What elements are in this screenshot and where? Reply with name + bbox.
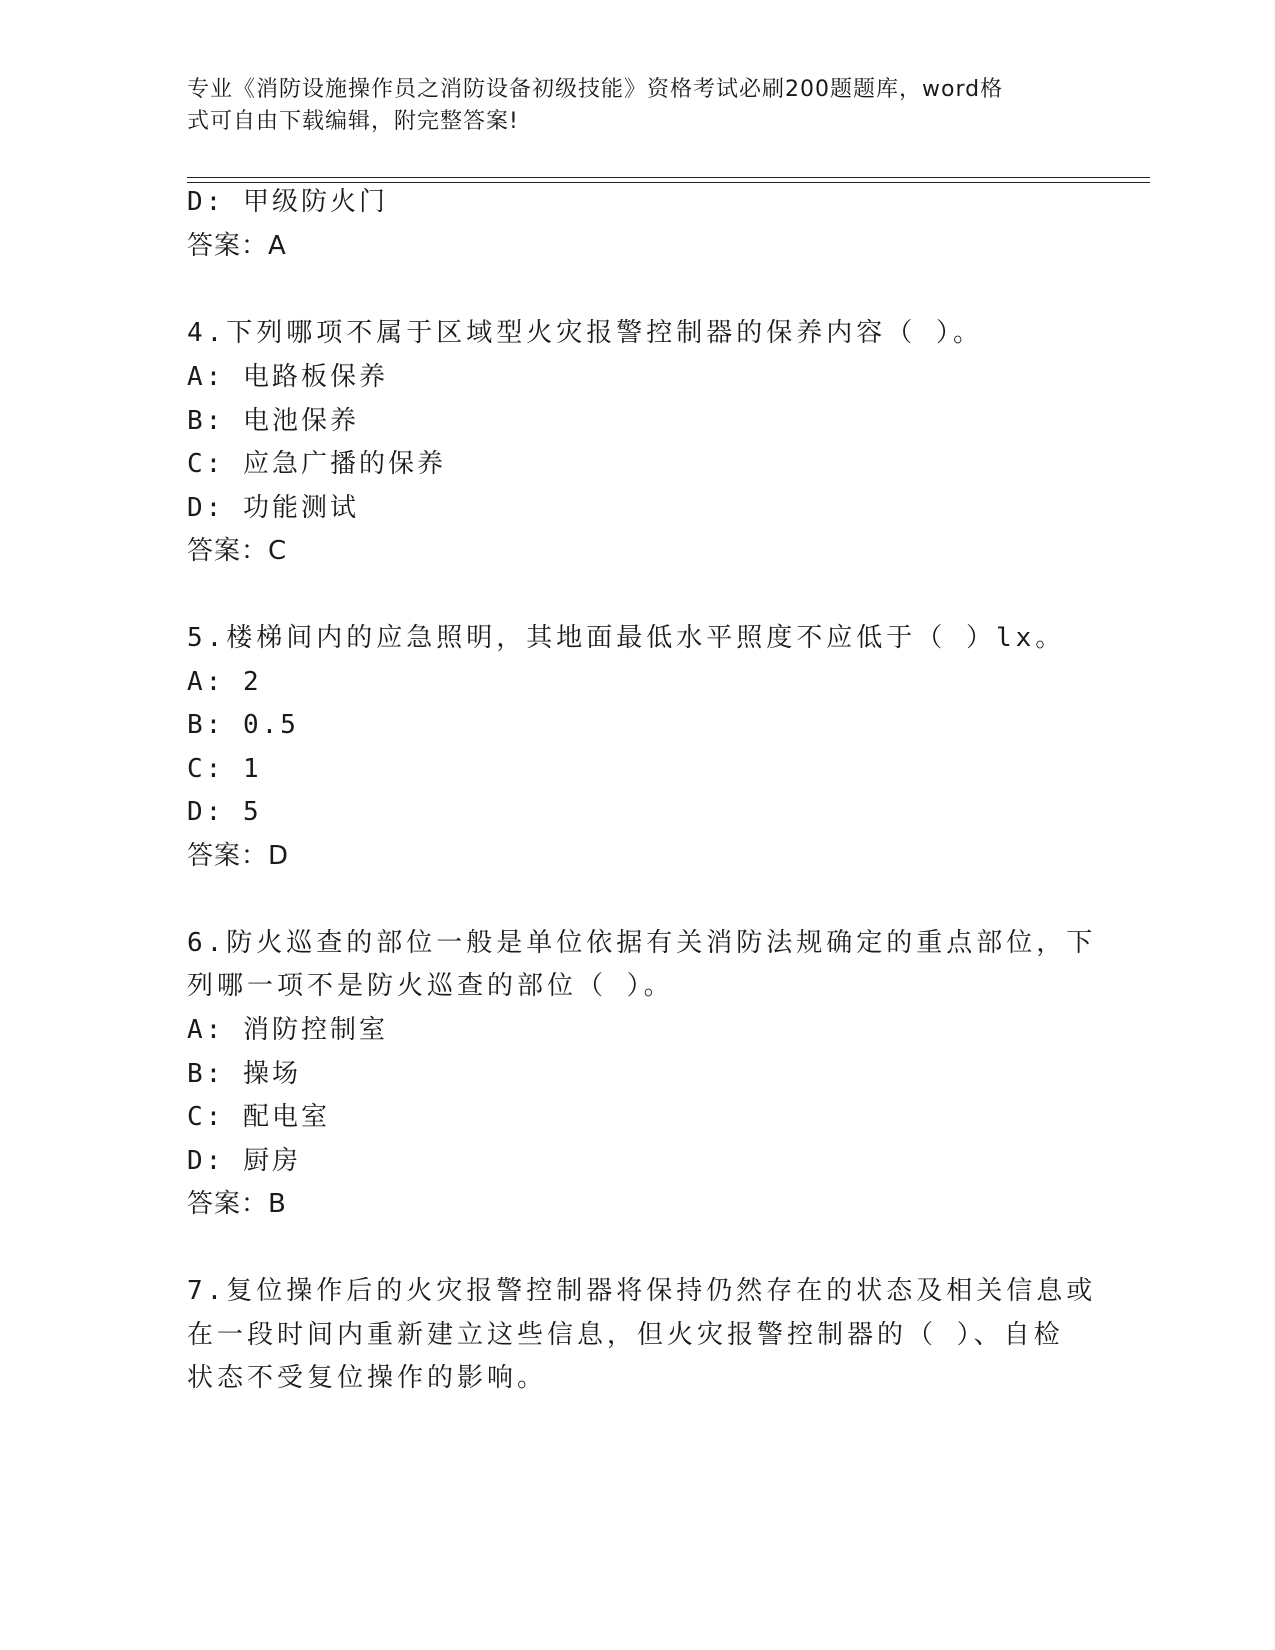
q4-option-c: C: 应急广播的保养 (187, 449, 446, 479)
header-rule-bottom (187, 182, 1150, 183)
q6-answer: 答案：B (187, 1189, 287, 1219)
q4-option-a: A: 电路板保养 (187, 362, 388, 392)
q5-answer: 答案：D (187, 841, 290, 871)
q7-stem-line-1: 7.复位操作后的火灾报警控制器将保持仍然存在的状态及相关信息或 (187, 1276, 1097, 1306)
q4-stem: 4.下列哪项不属于区域型火灾报警控制器的保养内容（ ）。 (187, 318, 983, 348)
q4-option-d: D: 功能测试 (187, 493, 359, 523)
q6-option-c: C: 配电室 (187, 1102, 330, 1132)
q6-option-b: B: 操场 (187, 1059, 301, 1089)
q5-option-c: C: 1 (187, 754, 262, 784)
q5-option-d: D: 5 (187, 797, 262, 827)
q6-option-a: A: 消防控制室 (187, 1015, 388, 1045)
header-line-2: 式可自由下载编辑，附完整答案! (187, 109, 519, 134)
q7-stem-line-2: 在一段时间内重新建立这些信息，但火灾报警控制器的（ ）、自检 (187, 1320, 1064, 1350)
q6-stem-line-1: 6.防火巡查的部位一般是单位依据有关消防法规确定的重点部位，下 (187, 928, 1097, 958)
header-note (187, 74, 1067, 138)
q5-stem: 5.楼梯间内的应急照明，其地面最低水平照度不应低于（ ）lx。 (187, 623, 1066, 653)
q6-stem-line-2: 列哪一项不是防火巡查的部位（ ）。 (187, 971, 674, 1001)
q7-stem-line-3: 状态不受复位操作的影响。 (187, 1363, 548, 1393)
q4-option-b: B: 电池保养 (187, 406, 359, 436)
prev-answer: 答案：A (187, 231, 287, 261)
header-line-1: 专业《消防设施操作员之消防设备初级技能》资格考试必刷200题题库，word格 (187, 77, 1004, 102)
header-rule-top (187, 177, 1150, 178)
q4-answer: 答案：C (187, 536, 288, 566)
q5-option-b: B: 0.5 (187, 710, 299, 740)
q5-option-a: A: 2 (187, 667, 262, 697)
q6-option-d: D: 厨房 (187, 1146, 301, 1176)
prev-option-d: D: 甲级防火门 (187, 187, 388, 217)
